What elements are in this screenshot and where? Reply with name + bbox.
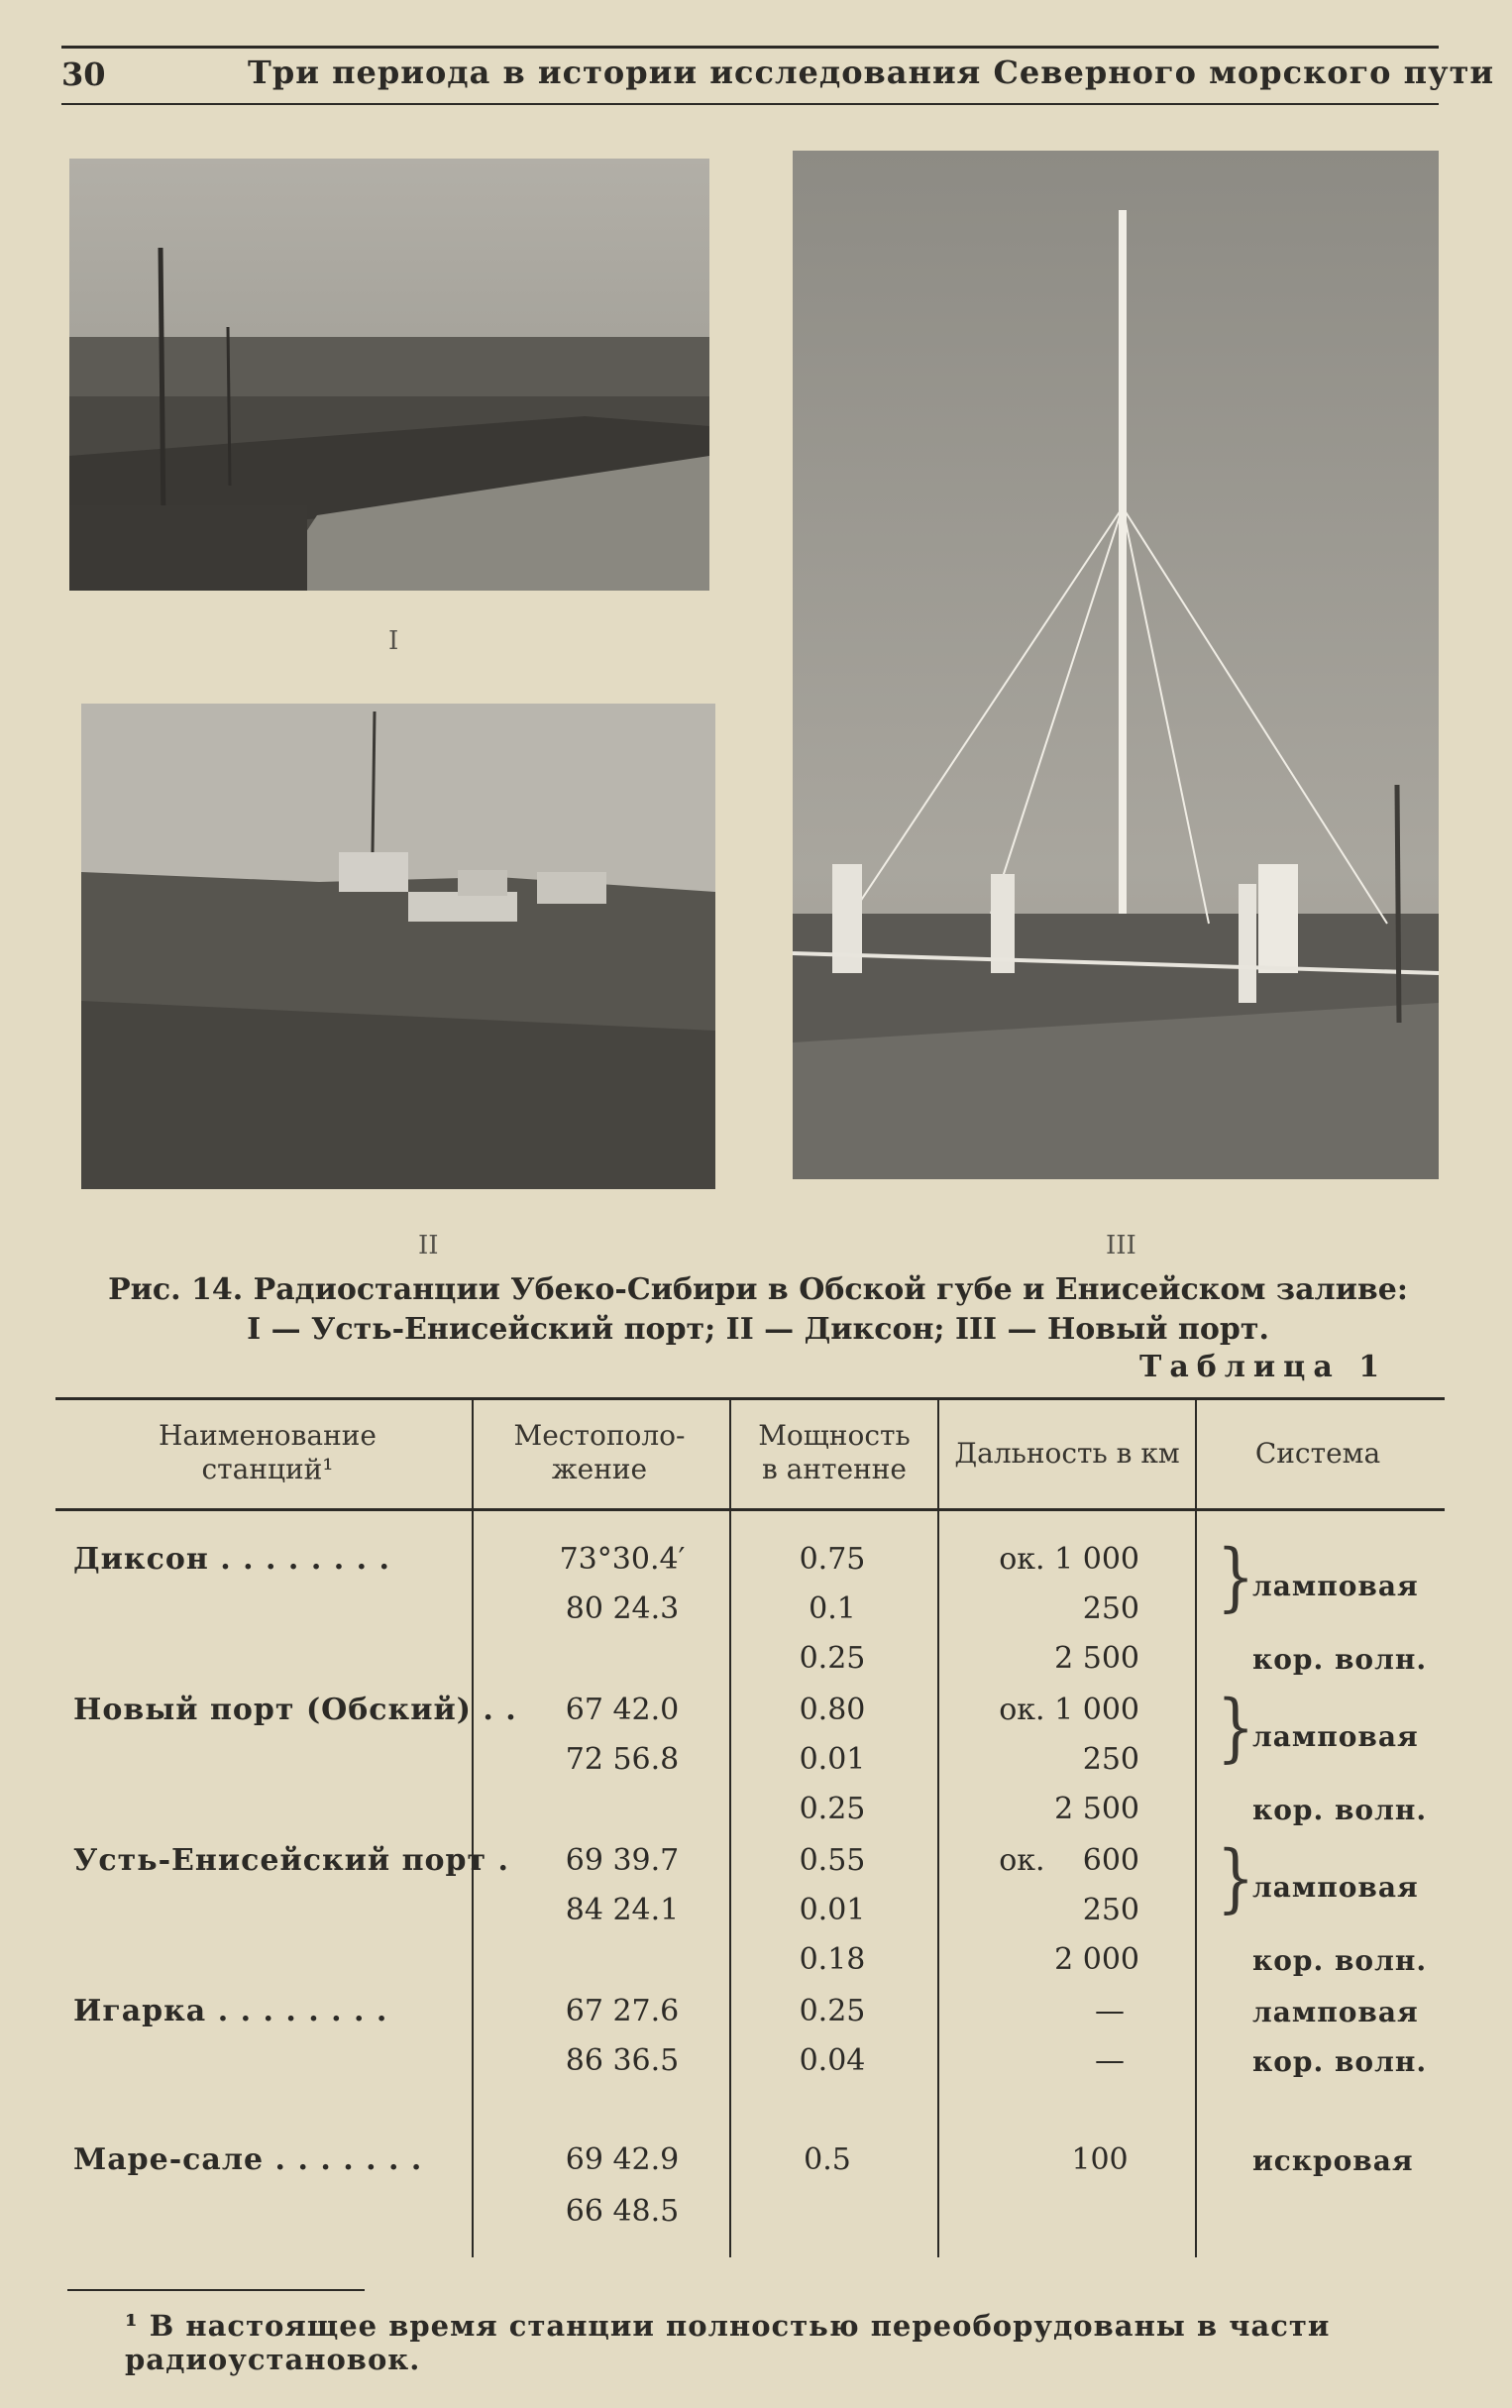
station-name-ust-yenisei: Усть-Енисейский порт . bbox=[73, 1843, 509, 1878]
coord-lon: 86 36.5 bbox=[565, 2043, 680, 2078]
table-header-rule bbox=[55, 1508, 1445, 1511]
coord-lat: 69 39.7 bbox=[565, 1843, 680, 1878]
page-number: 30 bbox=[61, 55, 106, 93]
system-value: кор. волн. bbox=[1252, 2045, 1428, 2078]
system-value: ламповая bbox=[1252, 1570, 1419, 1602]
brace-group: } bbox=[1217, 1835, 1255, 1922]
power-value: 0.5 bbox=[804, 2142, 851, 2177]
range-value: ок. 1 000 bbox=[999, 1542, 1139, 1577]
power-value: 0.01 bbox=[799, 1742, 866, 1777]
range-value: 2 000 bbox=[1054, 1942, 1139, 1977]
power-value: 0.55 bbox=[799, 1843, 866, 1878]
photo-novy-port bbox=[793, 151, 1439, 1179]
power-value: 0.75 bbox=[799, 1542, 866, 1577]
footnote: ¹ В настоящее время станции полностью переоборудованы в части радиоустановок. bbox=[125, 2309, 1331, 2376]
brace-group: } bbox=[1217, 1685, 1255, 1772]
photo-label-1: I bbox=[388, 626, 399, 656]
coord-lon: 72 56.8 bbox=[565, 1742, 680, 1777]
range-value: — bbox=[1095, 1994, 1125, 2028]
coord-lat: 67 42.0 bbox=[565, 1693, 680, 1727]
range-value: 250 bbox=[1082, 1591, 1139, 1626]
range-value: ок. 600 bbox=[999, 1843, 1139, 1878]
caption-line-1: Рис. 14. Радиостанции Убеко-Сибири в Обской губе и Енисейском заливе: bbox=[108, 1272, 1408, 1307]
header-power-line2: в антенне bbox=[762, 1453, 907, 1485]
range-value: 2 500 bbox=[1054, 1792, 1139, 1826]
header-range: Дальность в км bbox=[954, 1437, 1180, 1470]
column-divider-1 bbox=[472, 1397, 474, 2257]
coord-lat: 69 42.9 bbox=[565, 2142, 680, 2177]
station-name-igarka: Игарка . . . . . . . . bbox=[73, 1994, 388, 2028]
system-value: ламповая bbox=[1252, 1996, 1419, 2028]
header-station-name bbox=[69, 1419, 466, 1486]
table-title: Таблица 1 bbox=[1139, 1350, 1388, 1384]
range-value: 250 bbox=[1082, 1742, 1139, 1777]
range-value: — bbox=[1095, 2043, 1125, 2078]
power-value: 0.01 bbox=[799, 1893, 866, 1927]
coord-lat: 67 27.6 bbox=[565, 1994, 680, 2028]
header-power-line1: Мощность bbox=[758, 1419, 911, 1452]
header-location-line2: жение bbox=[551, 1453, 648, 1485]
power-value: 0.80 bbox=[799, 1693, 866, 1727]
power-value: 0.1 bbox=[809, 1591, 856, 1626]
power-value: 0.04 bbox=[799, 2043, 866, 2078]
range-value: ок. 1 000 bbox=[999, 1693, 1139, 1727]
coord-lat: 73°30.4′ bbox=[559, 1542, 686, 1577]
coord-lon: 66 48.5 bbox=[565, 2194, 680, 2229]
system-value: искровая bbox=[1252, 2144, 1414, 2177]
header-rule bbox=[61, 46, 1439, 49]
photo-label-3: III bbox=[1106, 1231, 1136, 1260]
system-value: кор. волн. bbox=[1252, 1794, 1428, 1826]
footnote-rule bbox=[67, 2289, 365, 2291]
station-name-mare-sale: Маре-сале . . . . . . . bbox=[73, 2142, 423, 2177]
brace-group: } bbox=[1217, 1534, 1255, 1621]
caption-line-2: I — Усть-Енисейский порт; II — Диксон; III — Новый порт. bbox=[247, 1312, 1269, 1347]
power-value: 0.25 bbox=[799, 1641, 866, 1676]
coord-lon: 80 24.3 bbox=[565, 1591, 680, 1626]
station-name-novy-port: Новый порт (Обский) . . bbox=[73, 1693, 517, 1727]
header-station-name-line1: Наименование bbox=[159, 1419, 377, 1452]
system-value: ламповая bbox=[1252, 1720, 1419, 1753]
system-value: кор. волн. bbox=[1252, 1944, 1428, 1977]
range-value: 250 bbox=[1082, 1893, 1139, 1927]
header-system: Система bbox=[1254, 1437, 1381, 1470]
range-value: 100 bbox=[1071, 2142, 1129, 2177]
system-value: кор. волн. bbox=[1252, 1643, 1428, 1676]
system-value: ламповая bbox=[1252, 1871, 1419, 1904]
station-name-dikson: Диксон . . . . . . . . bbox=[73, 1542, 390, 1577]
power-value: 0.18 bbox=[799, 1942, 866, 1977]
figure-caption bbox=[99, 1270, 1417, 1350]
header-station-name-line2: станций¹ bbox=[201, 1453, 334, 1485]
photo-dikson bbox=[81, 704, 715, 1189]
photo-ust-yenisei-port bbox=[69, 159, 709, 591]
table-top-rule bbox=[55, 1397, 1445, 1400]
column-divider-3 bbox=[937, 1397, 939, 2257]
header-power bbox=[733, 1419, 935, 1486]
column-divider-4 bbox=[1195, 1397, 1197, 2257]
power-value: 0.25 bbox=[799, 1792, 866, 1826]
header-location-line1: Местополо- bbox=[513, 1419, 686, 1452]
coord-lon: 84 24.1 bbox=[565, 1893, 680, 1927]
header-rule-lower bbox=[61, 103, 1439, 105]
power-value: 0.25 bbox=[799, 1994, 866, 2028]
column-divider-2 bbox=[729, 1397, 731, 2257]
running-title: Три периода в истории исследования Северного морского пути bbox=[248, 54, 1495, 91]
photo-label-2: II bbox=[418, 1231, 439, 1260]
header-location bbox=[476, 1419, 723, 1486]
range-value: 2 500 bbox=[1054, 1641, 1139, 1676]
